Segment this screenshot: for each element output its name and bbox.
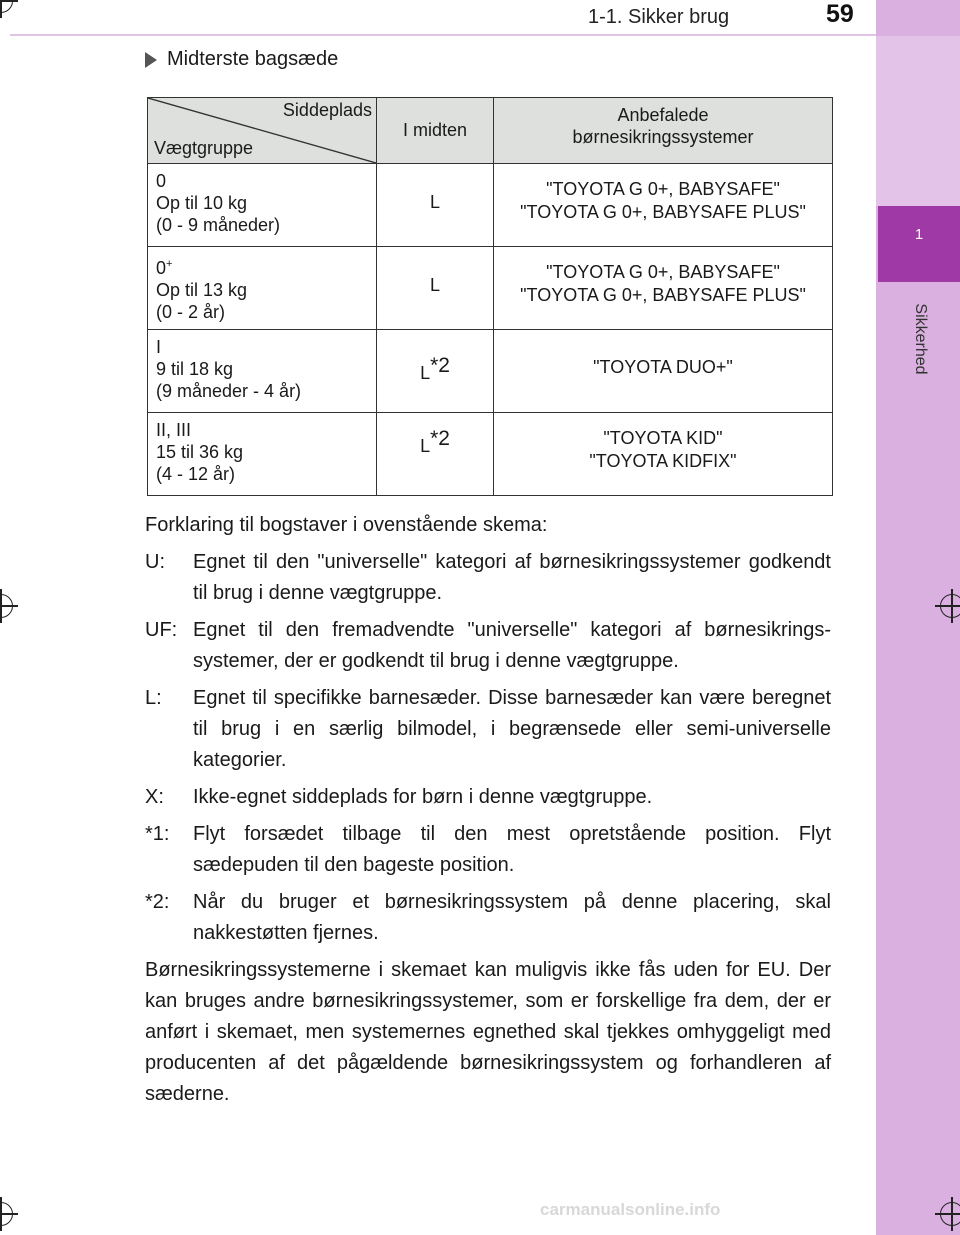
group-label: I [156,337,162,357]
recommended-cell [494,413,833,496]
table-row [148,164,833,247]
closing-paragraph: Børnesikringssystemerne i skemaet kan muligvis ikke fås uden for EU. Der kan bruges andre børnesikringssystemer, som er forskellige fra dem, der er anført i skemaet, men systemernes egnethed skal tjekkes omhyggeligt med producenten af det pågældende børnesikringssystem og forhandleren af sæderne. [145,959,831,1105]
recommended-system: "TOYOTA KIDFIX" [589,451,737,471]
footnote-ref: *2 [430,427,450,450]
legend-item [145,683,831,776]
header-rule [10,34,876,36]
table-row [148,330,833,413]
triangle-bullet-icon [145,52,157,68]
registration-mark-icon [940,594,960,618]
recommended-system: "TOYOTA G 0+, BABYSAFE PLUS" [520,202,806,222]
recommended-cell [494,330,833,413]
group-age: (9 måneder - 4 år) [156,381,302,401]
legend-key: L: [145,687,162,709]
group-label: 0 [156,171,167,191]
header-center: I midten [377,98,494,164]
position-cell [377,164,494,247]
group-weight: 9 til 18 kg [156,359,234,379]
registration-mark-icon [0,0,13,13]
legend [145,510,831,1110]
group-weight: Op til 13 kg [156,280,248,300]
legend-key: U: [145,551,165,573]
legend-intro: Forklaring til bogstaver i ovenstående skema: [145,514,548,536]
recommended-system: "TOYOTA KID" [603,428,723,448]
legend-key: *1: [145,823,170,845]
footnote-ref: *2 [430,354,450,377]
registration-mark-icon [0,1202,13,1226]
position-cell [377,247,494,330]
legend-text: Ikke-egnet siddeplads for børn i denne vægtgruppe. [193,786,653,808]
diagonal-header-cell [148,98,377,164]
header-seat-position: Siddeplads [282,100,372,120]
legend-text: Egnet til specifikke barnesæder. Disse barnesæder kan være beregnet til brug i en særlig bilmodel, i begrænsede eller semi-universelle kategorier. [193,687,831,771]
table-row [148,247,833,330]
weight-group-cell [148,413,377,496]
table-header-row [148,98,833,164]
section-heading-text: Midterste bagsæde [167,48,339,70]
weight-group-cell [148,247,377,330]
position-code: L [429,192,440,212]
group-label: II, III [156,420,192,440]
legend-key: X: [145,786,164,808]
legend-item [145,782,831,813]
position-cell [377,330,494,413]
section-heading [145,48,338,71]
header-recommended [494,98,833,164]
child-seat-table [147,97,833,496]
page-number: 59 [826,0,854,28]
position-code: L [420,363,431,383]
header-weight-group: Vægtgruppe [154,138,254,158]
legend-key: *2: [145,891,170,913]
header-recommended-line2: børnesikringssystemer [572,127,754,147]
recommended-system: "TOYOTA G 0+, BABYSAFE PLUS" [520,285,806,305]
legend-item [145,887,831,949]
recommended-cell [494,164,833,247]
position-code: L [420,436,431,456]
legend-item [145,547,831,609]
registration-mark-icon [940,1202,960,1226]
group-superscript: + [166,258,173,270]
weight-group-cell [148,330,377,413]
header-recommended-line1: Anbefalede [617,105,709,125]
position-cell [377,413,494,496]
registration-mark-icon [0,594,13,618]
group-weight: 15 til 36 kg [156,442,244,462]
position-code: L [429,275,440,295]
table-row [148,413,833,496]
weight-group-cell [148,164,377,247]
group-age: (0 - 9 måneder) [156,215,281,235]
group-weight: Op til 10 kg [156,193,248,213]
footer-watermark: carmanualsonline.info [540,1200,721,1219]
chapter-label: Sikkerhed [912,303,929,375]
legend-text: Egnet til den fremadvendte "universelle" kategori af børnesikrings-systemer, der er godkendt til brug i denne vægtgruppe. [193,619,831,672]
recommended-system: "TOYOTA G 0+, BABYSAFE" [546,262,780,282]
chapter-number: 1 [914,226,924,243]
recommended-system: "TOYOTA G 0+, BABYSAFE" [546,179,780,199]
legend-text: Flyt forsædet tilbage til den mest opretstående position. Flyt sædepuden til den bageste position. [193,823,831,876]
header-section-title: 1-1. Sikker brug [588,6,730,28]
legend-item [145,615,831,677]
recommended-cell [494,247,833,330]
group-age: (0 - 2 år) [156,302,226,322]
chapter-strip-top [876,36,960,206]
chapter-tab [878,206,960,282]
group-label: 0 [156,258,167,278]
recommended-system: "TOYOTA DUO+" [593,357,733,377]
legend-key: UF: [145,619,178,641]
legend-text: Egnet til den "universelle" kategori af børnesikringssystemer godkendt til brug i denne vægtgruppe. [193,551,831,604]
legend-text: Når du bruger et børnesikringssystem på denne placering, skal nakkestøtten fjernes. [193,891,831,944]
group-age: (4 - 12 år) [156,464,236,484]
legend-item [145,819,831,881]
